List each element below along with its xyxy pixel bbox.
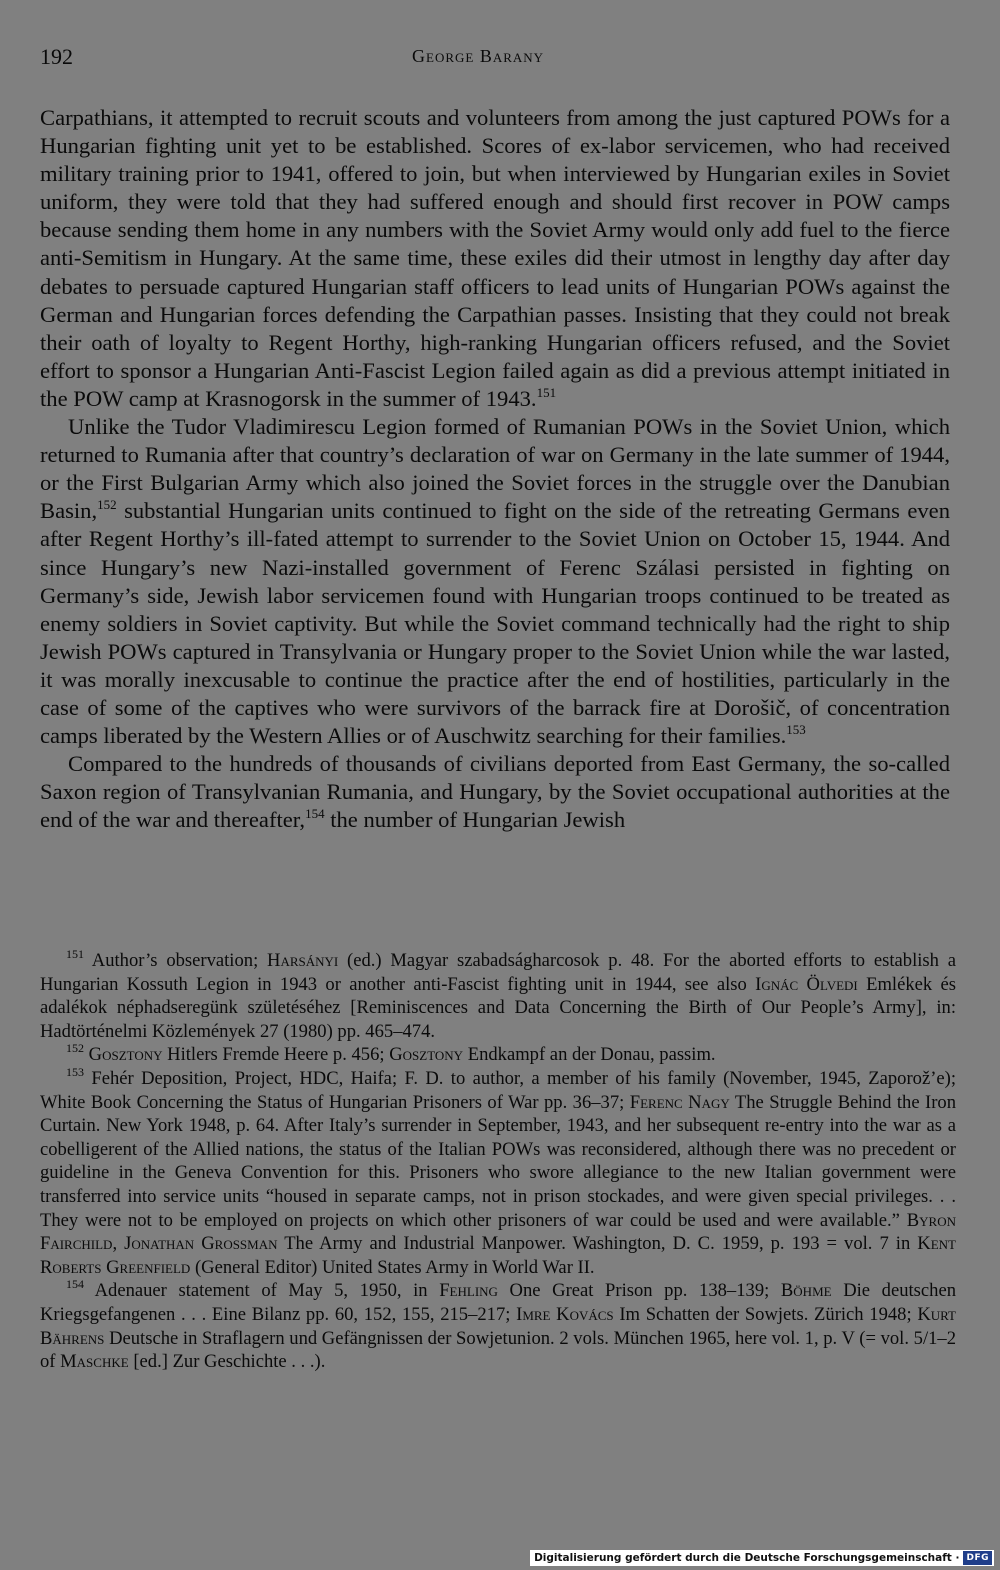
footnote-ref-153: 153 [786,722,806,738]
running-head: George Barany [412,46,545,66]
credit-text: Digitalisierung gefördert durch die Deutsche Forschungsgemeinschaft · [534,1552,960,1564]
footnote-text: One Great Prison pp. 138–139; [497,1280,781,1302]
footnotes [40,949,956,1374]
footnote-text: (General Editor) United States Army in World War II. [190,1256,595,1278]
author-name: Ignác Ölvedi [755,973,858,995]
footnote-ref-152: 152 [97,497,117,513]
author-name: Ferenc Nagy [629,1091,730,1113]
footnote-text: Endkampf an der Donau, passim. [463,1044,716,1066]
footnote-text: Deutsche in Straflagern und Gefängnissen der Sowjetunion. 2 vols. München 1965, here vol. 1, p. V (= vol. 5/1–2 of [40,1327,956,1373]
footnote-text: The Army and Industrial Manpower. Washington, D. C. 1959, p. 193 = vol. 7 in [277,1233,918,1255]
footnote-text: (ed.) Magyar szabadságharcosok p. 48. For the aborted efforts to establish a Hungarian Kossuth Legion in 1943 or another anti-Fascist fighting unit in 1944, see also [40,950,956,995]
author-name: Fehling [439,1280,498,1302]
footnote-ref-154: 154 [305,806,325,822]
footnote-number: 153 [66,1064,84,1079]
paragraph-3-text-b: the number of Hungarian Jewish [324,807,626,833]
footnote-ref-151: 151 [536,384,557,400]
body-text [40,104,950,834]
paragraph-2-text-b: substantial Hungarian units continued to fight on the side of the retreating Germans even after Regent Horthy’s ill-fated attempt to surrender to the Soviet Union on October 15, 1944. And since Hungary’s new Nazi-installed government of Ferenc Szálasi persisted in fighting on Germany’s side, Jewish labor servicemen found with Hungarian troops continued to be treated as enemy soldiers in Soviet captivity. But while the Soviet command technically had the right to ship Jewish POWs captured in Transylvania or Hungary proper to the Soviet Union while the war lasted, it was morally inexcusable to continue the practice after the end of hostilities, particularly in the case of some of the captives who were survivors of the barrack fire at Dorošič, of concentration camps liberated by the Western Allies or of Auschwitz searching for their families. [40,498,950,749]
author-name: Gosztony [389,1044,464,1066]
author-name: Kent Roberts Greenfield [40,1233,956,1278]
footnote-text: Emlékek és adalékok néphadseregünk születéséhez [Reminiscences and Data Concerning the Birth of Our People’s Army], in: Hadtörténelmi Közlemények 27 (1980) pp. 465–474. [40,973,957,1042]
author-name: Böhme [780,1280,832,1302]
footnote-text: [ed.] Zur Geschichte . . .). [128,1351,326,1373]
footnote-text: Hitlers Fremde Heere p. 456; [162,1044,390,1066]
author-name: Maschke [60,1351,129,1373]
author-name: Byron Fairchild, Jonathan Grossman [40,1209,956,1255]
footnote-152 [40,1043,956,1067]
footnote-text: Author’s observation; [91,950,268,971]
paragraph-1 [40,104,950,413]
page-header [40,44,950,74]
footnote-text: The Struggle Behind the Iron Curtain. New York 1948, p. 64. After Italy’s surrender in September, 1943, and her subsequent re-entry into the war as a cobelligerent of the Allied nations, the status of the Italian POWs was reconsidered, although there was no precedent or guideline in the Geneva Convention for this. Prisoners who swore allegiance to the new Italian government were transferred into service units “housed in separate camps, not in prison stockades, and were given special privileges. . . They were not to be employed on projects on which other prisoners of war could be used and were available.” [40,1091,956,1231]
author-name: Kurt Bährens [40,1303,956,1349]
footnote-number: 154 [66,1277,84,1292]
author-name: Harsányi [267,950,339,971]
paragraph-2 [40,413,950,750]
footnote-number: 151 [66,947,84,961]
footnote-text: Im Schatten der Sowjets. Zürich 1948; [613,1303,918,1325]
footnote-text: Adenauer statement of May 5, 1950, in [94,1280,440,1302]
footnote-154 [40,1279,956,1373]
footnote-text: Fehér Deposition, Project, HDC, Haifa; F. D. to author, a member of his family (November, 1945, Zaporož’e); White Book Concerning the Status of Hungarian Prisoners of War pp. 36–37; [40,1067,956,1113]
dfg-logo-icon: DFG [963,1551,992,1565]
author-name: Gosztony [88,1044,163,1066]
author-name: Imre Kovács [516,1303,614,1325]
footnote-number: 152 [66,1041,84,1056]
footnote-151 [40,949,956,1043]
footnote-153 [40,1064,956,1279]
paragraph-3-text-a: Compared to the hundreds of thousands of civilians deported from East Germany, the so-called Saxon region of Transylvanian Rumania, and Hungary, by the Soviet occupational authorities at the end of the war and thereafter, [40,751,950,833]
paragraph-3 [40,750,950,834]
digitization-credit [530,1550,994,1566]
footnote-text: Die deutschen Kriegsgefangenen . . . Eine Bilanz pp. 60, 152, 155, 215–217; [40,1280,956,1325]
page-number: 192 [40,44,73,69]
paragraph-1-text: Carpathians, it attempted to recruit scouts and volunteers from among the just captured POWs for a Hungarian fighting unit yet to be established. Scores of ex-labor servicemen, who had received military training prior to 1941, offered to join, but when interviewed by Hungarian exiles in Soviet uniform, they were told that they had suffered enough and should first recover in POW camps because sending them home in any numbers with the Soviet Army would only add fuel to the fierce anti-Semitism in Hungary. At the same time, these exiles did their utmost in lengthy day after day debates to persuade captured Hungarian staff officers to lead units of Hungarian POWs against the German and Hungarian forces defending the Carpathian passes. Insisting that they could not break their oath of loyalty to Regent Horthy, high-ranking Hungarian officers refused, and the Soviet effort to sponsor a Hungarian Anti-Fascist Legion failed again as did a previous attempt initiated in the POW camp at Krasnogorsk in the summer of 1943. [40,105,950,411]
paragraph-2-text-a: Unlike the Tudor Vladimirescu Legion formed of Rumanian POWs in the Soviet Union, which returned to Rumania after that country’s declaration of war on Germany in the late summer of 1944, or the First Bulgarian Army which also joined the Soviet forces in the struggle over the Danubian Basin, [40,414,950,524]
